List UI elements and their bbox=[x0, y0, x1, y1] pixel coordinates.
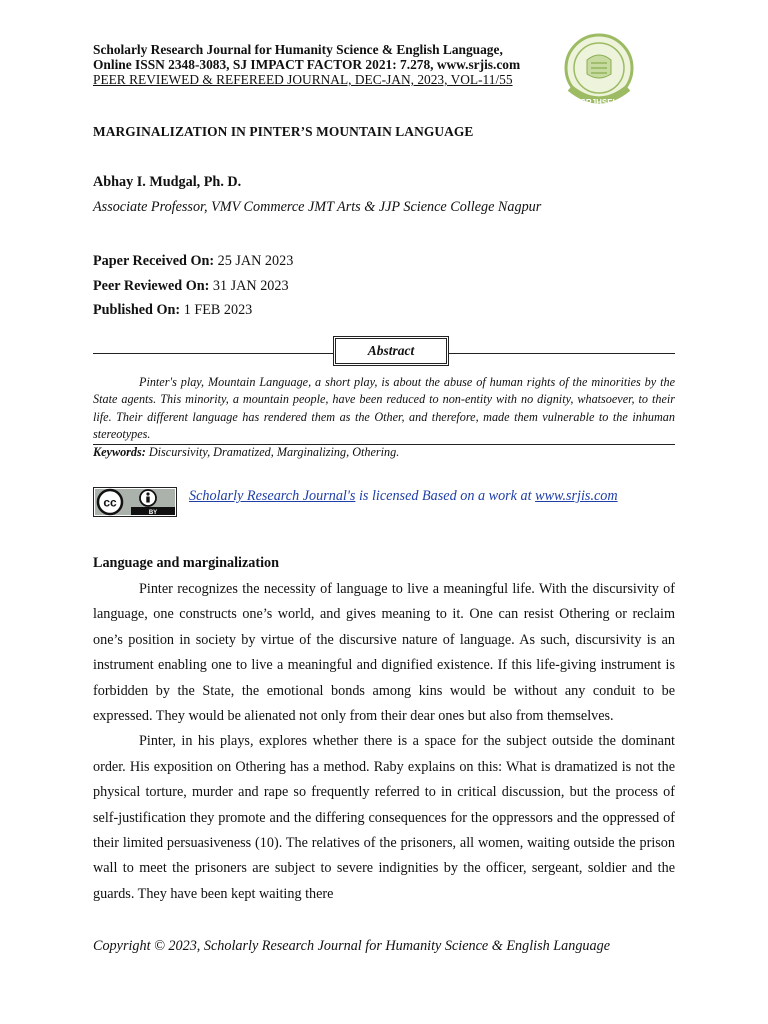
author-affiliation: Associate Professor, VMV Commerce JMT Arts & JJP Science College Nagpur bbox=[93, 199, 542, 215]
logo-text: SRJHSEL bbox=[580, 98, 618, 107]
paper-dates bbox=[93, 249, 293, 323]
cc-by-license-icon[interactable] bbox=[93, 487, 177, 517]
abstract-heading: Abstract bbox=[333, 336, 449, 366]
author-name: Abhay I. Mudgal, Ph. D. bbox=[93, 174, 242, 190]
journal-link[interactable]: Scholarly Research Journal's bbox=[189, 488, 356, 504]
by-badge-text: BY bbox=[148, 510, 158, 516]
keywords bbox=[93, 445, 399, 460]
paper-title: MARGINALIZATION IN PINTER’S MOUNTAIN LANGUAGE bbox=[93, 124, 474, 139]
date-published: Published On: 1 FEB 2023 bbox=[93, 302, 253, 319]
keywords-label: Keywords: bbox=[93, 445, 146, 459]
date-received: Paper Received On: 25 JAN 2023 bbox=[93, 253, 294, 269]
header-volume: PEER REVIEWED & REFEREED JOURNAL, DEC-JAN, 2023, VOL-11/55 bbox=[93, 72, 513, 87]
header-issn: Online ISSN 2348-3083, SJ IMPACT FACTOR 2021: 7.278, www.srjis.com bbox=[93, 57, 521, 72]
date-reviewed: Peer Reviewed On: 31 JAN 2023 bbox=[93, 277, 289, 294]
body-text bbox=[93, 577, 675, 907]
keywords-list: Discursivity, Dramatized, Marginalizing, Othering. bbox=[145, 445, 400, 459]
site-link[interactable]: www.srjis.com bbox=[535, 488, 618, 504]
paragraph: Pinter recognizes the necessity of language to live a meaningful life. With the discursivity of language, one constructs one’s world, and gives meaning to it. One can resist Othering or reclaim one’s position in society by virtue of the discursive nature of language. As such, discursivity is an instrument enabling one to live a meaningful and dignified existence. If this life-giving instrument is forbidden by the State, the emotional bonds among kins would be without any conduit to be expressed. They would be alienated not only from their dear ones but also from themselves. bbox=[93, 581, 675, 725]
abstract-text: Pinter's play, Mountain Language, a short play, is about the abuse of human rights of the minorities by the State agents. This minority, a mountain people, have been reduced to non-entity with no dignity, whatsoever, to their life. Their different language has rendered them as the Other, and therefore, made them vulnerable to the inhuman stereotypes. bbox=[93, 375, 675, 442]
journal-logo-icon bbox=[558, 30, 640, 112]
license-statement: Scholarly Research Journal's is licensed Based on a work at www.srjis.com bbox=[189, 488, 618, 504]
paragraph: Pinter, in his plays, explores whether there is a space for the subject outside the dominant order. His exposition on Othering has a method. Raby explains on this: What is dramatized is not the physical torture, murder and rape so frequently referred to in critical discussion, but the process of self-justification they promote and the differing consequences for the oppressors and the oppressed of their limited persuasiveness (10). The relatives of the prisoners, all women, waiting outside the prison wall to meet the prisoners are subject to severe indignities by the officer, sergeant, soldier and the guards. They have been kept waiting there bbox=[93, 733, 675, 902]
copyright-footer: Copyright © 2023, Scholarly Research Journal for Humanity Science & English Language bbox=[93, 938, 610, 954]
section-heading: Language and marginalization bbox=[93, 555, 280, 571]
header-journal-name: Scholarly Research Journal for Humanity Science & English Language, bbox=[93, 42, 503, 57]
journal-header bbox=[93, 42, 563, 87]
cc-badge-text: cc bbox=[103, 495, 117, 510]
